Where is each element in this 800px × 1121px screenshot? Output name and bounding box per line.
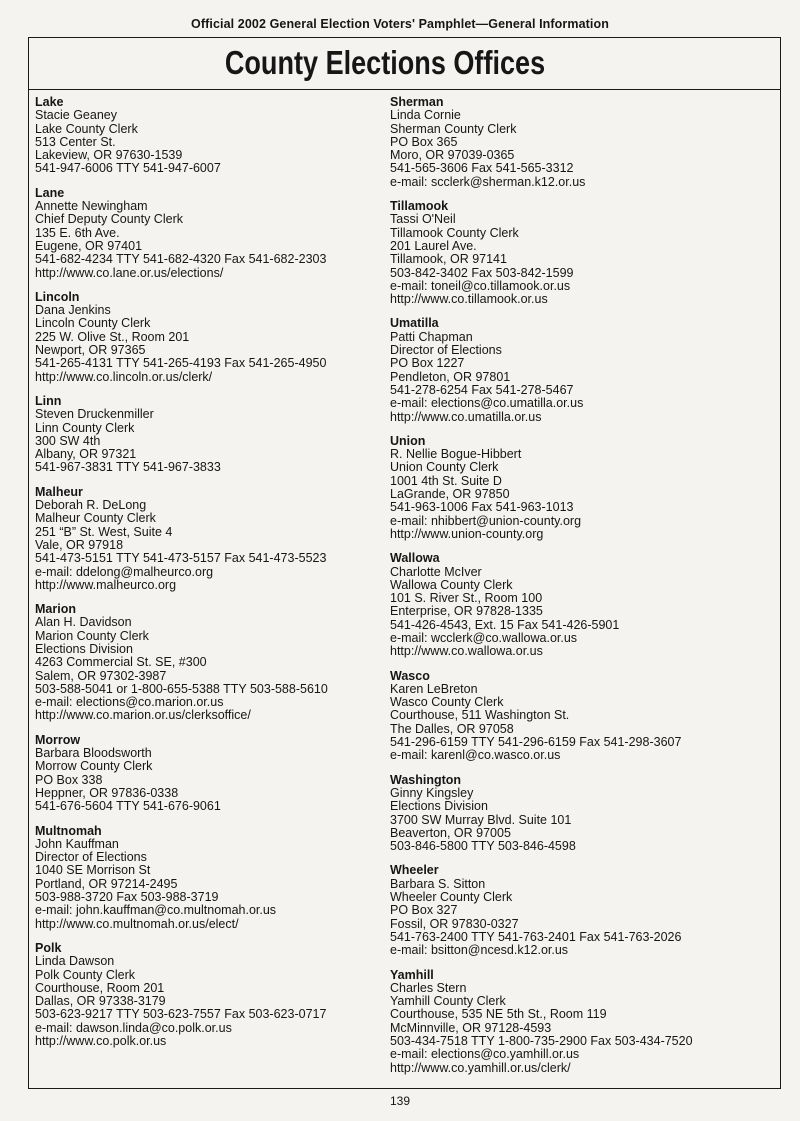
contact-line: 541-682-4234 TTY 541-682-4320 Fax 541-682-2303: [35, 252, 327, 267]
county-entry-sherman: [390, 96, 760, 189]
contact-line: 1001 4th St. Suite D: [390, 473, 502, 488]
website-link[interactable]: http://www.union-county.org: [390, 526, 544, 541]
county-entry-multnomah: [35, 825, 380, 931]
county-name: Malheur: [35, 484, 83, 499]
page-number: 139: [389, 1094, 411, 1108]
contact-line: 541-947-6006 TTY 541-947-6007: [35, 161, 221, 176]
contact-name: Charlotte McIver: [390, 564, 482, 579]
email-link[interactable]: e-mail: ddelong@malheurco.org: [35, 564, 214, 579]
county-name: Linn: [35, 393, 62, 408]
county-entry-wheeler: [390, 864, 760, 957]
contact-name: Barbara Bloodsworth: [35, 746, 152, 761]
contact-line: Tillamook, OR 97141: [390, 252, 507, 267]
county-name: Lake: [35, 95, 64, 109]
contact-line: Newport, OR 97365: [35, 343, 146, 358]
county-entry-washington: [390, 774, 760, 854]
email-link[interactable]: e-mail: karenl@co.wasco.or.us: [390, 748, 561, 763]
contact-line: Sherman County Clerk: [390, 121, 517, 136]
county-name: Union: [390, 433, 426, 448]
contact-line: 300 SW 4th: [35, 433, 101, 448]
contact-line: PO Box 338: [35, 772, 103, 787]
county-name: Lincoln: [35, 289, 80, 304]
county-entry-yamhill: [390, 969, 760, 1075]
contact-name: Charles Stern: [390, 980, 467, 995]
county-entry-polk: [35, 942, 380, 1048]
contact-line: 101 S. River St., Room 100: [390, 591, 543, 606]
contact-name: Ginny Kingsley: [390, 785, 474, 800]
contact-line: PO Box 1227: [390, 356, 465, 371]
county-name: Polk: [35, 940, 62, 955]
contact-line: 541-967-3831 TTY 541-967-3833: [35, 460, 221, 475]
contact-name: Tassi O'Neil: [390, 212, 456, 227]
contact-name: R. Nellie Bogue-Hibbert: [390, 447, 522, 462]
contact-line: Courthouse, 511 Washington St.: [390, 708, 570, 723]
contact-line: Portland, OR 97214-2495: [35, 876, 178, 891]
contact-line: Marion County Clerk: [35, 628, 149, 643]
contact-line: Eugene, OR 97401: [35, 238, 143, 253]
contact-line: 541-676-5604 TTY 541-676-9061: [35, 799, 221, 814]
contact-line: 3700 SW Murray Blvd. Suite 101: [390, 812, 572, 827]
contact-line: 503-434-7518 TTY 1-800-735-2900 Fax 503-434-7520: [390, 1034, 693, 1048]
email-link[interactable]: e-mail: scclerk@sherman.k12.or.us: [390, 174, 586, 189]
county-entry-malheur: [35, 486, 380, 592]
website-link[interactable]: http://www.malheurco.org: [35, 577, 177, 592]
contact-line: PO Box 327: [390, 903, 458, 918]
county-entry-lincoln: [35, 291, 380, 384]
county-name: Lane: [35, 185, 65, 200]
contact-line: The Dalles, OR 97058: [390, 721, 514, 736]
county-name: Sherman: [390, 95, 444, 109]
contact-line: Malheur County Clerk: [35, 511, 156, 526]
county-name: Washington: [390, 772, 462, 787]
county-entry-linn: [35, 395, 380, 475]
contact-line: Elections Division: [35, 641, 133, 656]
contact-line: Albany, OR 97321: [35, 447, 137, 462]
contact-name: Steven Druckenmiller: [35, 407, 154, 422]
contact-line: Salem, OR 97302-3987: [35, 668, 167, 683]
contact-line: LaGrande, OR 97850: [390, 487, 510, 502]
county-name: Umatilla: [390, 316, 439, 331]
contact-name: Barbara S. Sitton: [390, 876, 486, 891]
county-name: Wallowa: [390, 551, 440, 566]
contact-line: 541-296-6159 TTY 541-296-6159 Fax 541-298-3607: [390, 735, 682, 750]
email-link[interactable]: e-mail: bsitton@ncesd.k12.or.us: [390, 943, 569, 958]
contact-line: Wheeler County Clerk: [390, 890, 513, 905]
contact-line: Dallas, OR 97338-3179: [35, 994, 166, 1009]
county-entry-union: [390, 435, 760, 541]
contact-line: 4263 Commercial St. SE, #300: [35, 655, 207, 670]
county-entry-wallowa: [390, 552, 760, 658]
contact-line: 513 Center St.: [35, 134, 116, 149]
contact-line: Elections Division: [390, 799, 488, 814]
email-link[interactable]: e-mail: toneil@co.tillamook.or.us: [390, 278, 571, 293]
contact-line: 251 “B” St. West, Suite 4: [35, 524, 173, 539]
website-link[interactable]: http://www.co.polk.or.us: [35, 1034, 167, 1048]
website-link[interactable]: http://www.co.lane.or.us/elections/: [35, 265, 224, 280]
contact-line: Wallowa County Clerk: [390, 577, 513, 592]
contact-line: Lincoln County Clerk: [35, 316, 151, 331]
contact-line: 503-588-5041 or 1-800-655-5388 TTY 503-588-5610: [35, 681, 328, 696]
email-link[interactable]: e-mail: john.kauffman@co.multnomah.or.us: [35, 903, 277, 918]
county-entry-lake: [35, 96, 380, 176]
contact-line: PO Box 365: [390, 134, 458, 149]
contact-line: Pendleton, OR 97801: [390, 369, 511, 384]
email-link[interactable]: e-mail: wcclerk@co.wallowa.or.us: [390, 630, 578, 645]
contact-line: Heppner, OR 97836-0338: [35, 785, 179, 800]
contact-name: Linda Dawson: [35, 954, 115, 969]
contact-name: Stacie Geaney: [35, 108, 117, 123]
email-link[interactable]: e-mail: elections@co.yamhill.or.us: [390, 1047, 580, 1062]
contact-line: 1040 SE Morrison St: [35, 863, 151, 878]
website-link[interactable]: http://www.co.lincoln.or.us/clerk/: [35, 369, 213, 384]
contact-line: 503-988-3720 Fax 503-988-3719: [35, 890, 219, 905]
contact-line: Vale, OR 97918: [35, 537, 124, 552]
county-name: Multnomah: [35, 823, 102, 838]
contact-line: 201 Laurel Ave.: [390, 238, 477, 253]
contact-name: Deborah R. DeLong: [35, 498, 147, 513]
website-link[interactable]: http://www.co.tillamook.or.us: [390, 292, 548, 307]
county-entry-wasco: [390, 670, 760, 763]
contact-line: Linn County Clerk: [35, 420, 135, 435]
contact-line: 541-473-5151 TTY 541-473-5157 Fax 541-473-5523: [35, 551, 327, 566]
contact-name: Linda Cornie: [390, 108, 461, 123]
contact-name: John Kauffman: [35, 836, 119, 851]
contact-name: Karen LeBreton: [390, 681, 478, 696]
county-name: Marion: [35, 602, 76, 617]
page-title: County Elections Offices: [224, 44, 546, 81]
contact-line: 503-846-5800 TTY 503-846-4598: [390, 839, 576, 854]
contact-line: 541-265-4131 TTY 541-265-4193 Fax 541-265-4950: [35, 356, 327, 371]
county-entry-umatilla: [390, 317, 760, 423]
title-divider: [28, 89, 781, 90]
contact-line: Yamhill County Clerk: [390, 994, 506, 1009]
contact-name: Patti Chapman: [390, 329, 473, 344]
contact-line: Polk County Clerk: [35, 967, 136, 982]
contact-line: Enterprise, OR 97828-1335: [390, 604, 543, 619]
contact-line: Moro, OR 97039-0365: [390, 148, 515, 163]
county-name: Morrow: [35, 732, 81, 747]
email-link[interactable]: e-mail: elections@co.umatilla.or.us: [390, 396, 584, 411]
county-entry-morrow: [35, 734, 380, 814]
contact-line: Fossil, OR 97830-0327: [390, 916, 519, 931]
county-entry-lane: [35, 187, 380, 280]
contact-name: Annette Newingham: [35, 199, 148, 214]
contact-line: Courthouse, 535 NE 5th St., Room 119: [390, 1007, 607, 1022]
contact-line: Morrow County Clerk: [35, 759, 153, 774]
website-link[interactable]: http://www.co.wallowa.or.us: [390, 644, 543, 659]
contact-line: Courthouse, Room 201: [35, 980, 165, 995]
email-link[interactable]: e-mail: nhibbert@union-county.org: [390, 513, 582, 528]
contact-line: 541-763-2400 TTY 541-763-2401 Fax 541-763-2026: [390, 929, 682, 944]
contact-line: McMinnville, OR 97128-4593: [390, 1020, 552, 1035]
county-name: Tillamook: [390, 199, 449, 214]
website-link[interactable]: http://www.co.multnomah.or.us/elect/: [35, 916, 239, 931]
contact-line: Director of Elections: [390, 343, 502, 358]
contact-line: 541-426-4543, Ext. 15 Fax 541-426-5901: [390, 617, 620, 632]
county-entry-marion: [35, 603, 380, 723]
contact-line: Chief Deputy County Clerk: [35, 212, 183, 227]
contact-line: Director of Elections: [35, 850, 147, 865]
right-column: [390, 96, 760, 1075]
email-link[interactable]: e-mail: elections@co.marion.or.us: [35, 695, 224, 710]
county-entry-tillamook: [390, 200, 760, 306]
contact-line: 503-842-3402 Fax 503-842-1599: [390, 265, 574, 280]
contact-line: 503-623-9217 TTY 503-623-7557 Fax 503-623-0717: [35, 1007, 327, 1022]
contact-line: 541-963-1006 Fax 541-963-1013: [390, 500, 574, 515]
county-name: Wheeler: [390, 863, 439, 878]
contact-line: 541-565-3606 Fax 541-565-3312: [390, 161, 574, 176]
contact-name: Alan H. Davidson: [35, 615, 132, 630]
email-link[interactable]: e-mail: dawson.linda@co.polk.or.us: [35, 1020, 232, 1035]
contact-line: 541-278-6254 Fax 541-278-5467: [390, 382, 574, 397]
county-name: Wasco: [390, 668, 430, 683]
contact-line: 225 W. Olive St., Room 201: [35, 329, 190, 344]
website-link[interactable]: http://www.co.marion.or.us/clerksoffice/: [35, 708, 251, 723]
left-column: [35, 96, 380, 1048]
website-link[interactable]: http://www.co.umatilla.or.us: [390, 409, 542, 424]
contact-line: Union County Clerk: [390, 460, 499, 475]
contact-line: 135 E. 6th Ave.: [35, 225, 120, 240]
contact-line: Lakeview, OR 97630-1539: [35, 148, 183, 163]
contact-line: Beaverton, OR 97005: [390, 825, 511, 840]
contact-line: Wasco County Clerk: [390, 695, 504, 710]
pamphlet-header: Official 2002 General Election Voters' Pamphlet—General Information: [191, 17, 609, 31]
contact-name: Dana Jenkins: [35, 303, 111, 318]
contact-line: Lake County Clerk: [35, 121, 138, 136]
contact-line: Tillamook County Clerk: [390, 225, 519, 240]
website-link[interactable]: http://www.co.yamhill.or.us/clerk/: [390, 1060, 571, 1075]
county-name: Yamhill: [390, 967, 434, 982]
